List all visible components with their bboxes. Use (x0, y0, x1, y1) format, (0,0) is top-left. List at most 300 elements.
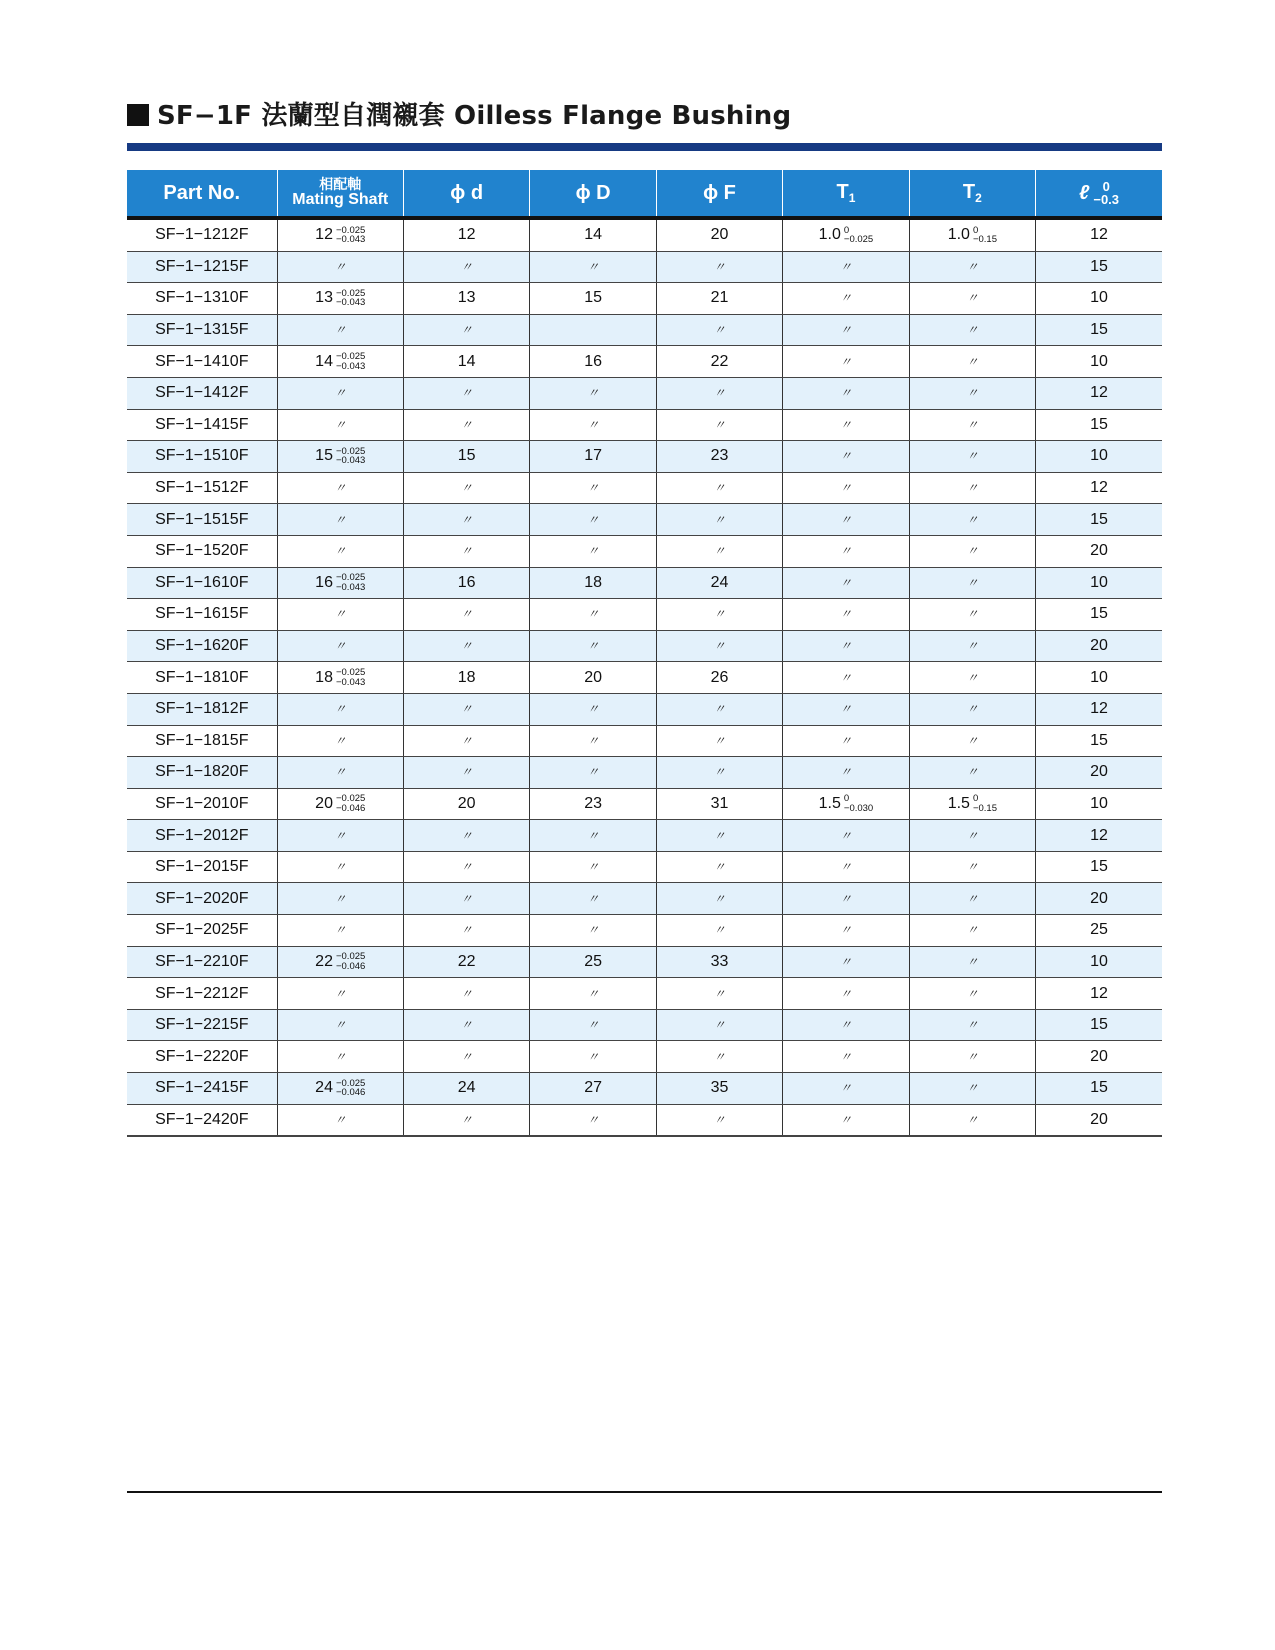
nominal-value: 16 (315, 573, 333, 591)
nominal-value: 1.0 (947, 226, 970, 244)
cell-value: SF−1−1410F (155, 352, 249, 370)
cell-t1 (783, 314, 909, 346)
title-underline-bar (127, 143, 1162, 151)
cell-value: SF−1−2215F (155, 1016, 249, 1034)
ditto-mark: 〃 (460, 512, 473, 527)
cell-value: 31 (710, 794, 729, 812)
table-row (127, 946, 1162, 978)
cell-value: 24 (457, 1079, 476, 1097)
cell-inner-diameter (403, 314, 529, 346)
upper-tolerance: 0 (843, 224, 850, 236)
cell-part-no (127, 693, 277, 725)
cell-inner-diameter (403, 283, 529, 315)
table-row (127, 377, 1162, 409)
cell-value: 20 (584, 668, 602, 686)
cell-t2 (909, 504, 1035, 536)
table-row (127, 1104, 1162, 1136)
cell-inner-diameter (403, 1104, 529, 1136)
cell-value: 25 (1090, 921, 1108, 939)
ditto-mark: 〃 (334, 986, 347, 1001)
ditto-mark: 〃 (334, 1049, 347, 1064)
cell-t2 (909, 409, 1035, 441)
ditto-mark: 〃 (713, 986, 726, 1001)
table-row (127, 283, 1162, 315)
cell-length (1036, 599, 1162, 631)
cell-part-no (127, 504, 277, 536)
ditto-mark: 〃 (713, 607, 726, 622)
cell-flange-diameter (656, 441, 782, 473)
cell-outer-diameter (530, 567, 656, 599)
cell-mating-shaft (277, 218, 403, 251)
cell-inner-diameter (403, 346, 529, 378)
cell-t2 (909, 851, 1035, 883)
upper-tolerance: −0.025 (335, 287, 366, 299)
cell-length (1036, 1104, 1162, 1136)
cell-part-no (127, 788, 277, 820)
cell-length (1036, 915, 1162, 947)
cell-value: SF−1−1510F (155, 447, 249, 465)
cell-length (1036, 851, 1162, 883)
cell-value: 15 (1090, 257, 1108, 275)
table-row (127, 757, 1162, 789)
ditto-mark: 〃 (334, 923, 347, 938)
ditto-mark: 〃 (587, 986, 600, 1001)
nominal-value: 13 (315, 289, 333, 307)
cell-value: 15 (457, 447, 476, 465)
cell-flange-diameter (656, 535, 782, 567)
cell-outer-diameter (530, 409, 656, 441)
header-mating-shaft-en: Mating Shaft (292, 190, 389, 208)
cell-t2 (909, 1041, 1035, 1073)
cell-length (1036, 1041, 1162, 1073)
cell-mating-shaft (277, 1009, 403, 1041)
cell-part-no (127, 630, 277, 662)
cell-value: 12 (1090, 479, 1108, 497)
cell-value: SF−1−1515F (155, 510, 249, 528)
cell-outer-diameter (530, 535, 656, 567)
cell-t2 (909, 883, 1035, 915)
nominal-value: 22 (315, 952, 333, 970)
cell-flange-diameter (656, 883, 782, 915)
cell-value: 20 (1090, 1110, 1108, 1128)
ditto-mark: 〃 (713, 639, 726, 654)
cell-value: SF−1−1610F (155, 573, 249, 591)
cell-mating-shaft (277, 693, 403, 725)
header-length (1036, 170, 1162, 218)
cell-value: SF−1−1415F (155, 415, 249, 433)
cell-inner-diameter (403, 851, 529, 883)
header-flange-diameter: ϕ F (656, 170, 782, 218)
ditto-mark: 〃 (966, 1112, 979, 1127)
ditto-mark: 〃 (966, 449, 979, 464)
cell-value: SF−1−1820F (155, 763, 249, 781)
cell-outer-diameter (530, 314, 656, 346)
cell-flange-diameter (656, 1009, 782, 1041)
cell-flange-diameter (656, 630, 782, 662)
table-row (127, 251, 1162, 283)
cell-flange-diameter (656, 915, 782, 947)
ditto-mark: 〃 (460, 386, 473, 401)
cell-flange-diameter (656, 472, 782, 504)
ditto-mark: 〃 (839, 702, 852, 717)
cell-mating-shaft (277, 283, 403, 315)
cell-t2 (909, 472, 1035, 504)
cell-value: 22 (710, 352, 729, 370)
cell-t1 (783, 441, 909, 473)
cell-value: 17 (584, 447, 602, 465)
table-row (127, 472, 1162, 504)
cell-value: 10 (1090, 668, 1108, 686)
cell-flange-diameter (656, 409, 782, 441)
ditto-mark: 〃 (587, 417, 600, 432)
cell-part-no (127, 883, 277, 915)
cell-length (1036, 820, 1162, 852)
cell-part-no (127, 946, 277, 978)
cell-t1 (783, 377, 909, 409)
cell-t1 (783, 757, 909, 789)
cell-flange-diameter (656, 820, 782, 852)
cell-t2 (909, 1009, 1035, 1041)
cell-t1 (783, 630, 909, 662)
ditto-mark: 〃 (460, 639, 473, 654)
cell-value: SF−1−1512F (155, 479, 249, 497)
ditto-mark: 〃 (334, 481, 347, 496)
ditto-mark: 〃 (839, 512, 852, 527)
cell-outer-diameter (530, 630, 656, 662)
cell-t2 (909, 251, 1035, 283)
table-row (127, 915, 1162, 947)
upper-tolerance: 0 (972, 224, 979, 236)
ditto-mark: 〃 (966, 891, 979, 906)
ditto-mark: 〃 (839, 449, 852, 464)
cell-outer-diameter (530, 1104, 656, 1136)
ditto-mark: 〃 (966, 702, 979, 717)
cell-value: 12 (1090, 226, 1108, 244)
cell-value: 20 (710, 226, 729, 244)
cell-value: 14 (584, 226, 602, 244)
ditto-mark: 〃 (839, 923, 852, 938)
cell-inner-diameter (403, 472, 529, 504)
ditto-mark: 〃 (839, 1049, 852, 1064)
ditto-mark: 〃 (839, 544, 852, 559)
cell-flange-diameter (656, 346, 782, 378)
cell-value: 20 (1090, 763, 1108, 781)
header-mating-shaft (277, 170, 403, 218)
cell-value: 15 (1090, 1016, 1108, 1034)
cell-t2 (909, 441, 1035, 473)
cell-flange-diameter (656, 314, 782, 346)
ditto-mark: 〃 (839, 828, 852, 843)
page-title-text: SF−1F 法蘭型自潤襯套 Oilless Flange Bushing (157, 101, 792, 131)
cell-mating-shaft (277, 377, 403, 409)
cell-flange-diameter (656, 567, 782, 599)
cell-t1 (783, 946, 909, 978)
cell-value: SF−1−1412F (155, 384, 249, 402)
cell-value: 20 (457, 794, 476, 812)
ditto-mark: 〃 (839, 765, 852, 780)
cell-value: 16 (457, 573, 476, 591)
ditto-mark: 〃 (713, 733, 726, 748)
header-mating-shaft-cn: 相配軸 (319, 176, 362, 193)
cell-value: 15 (1090, 858, 1108, 876)
nominal-value: 15 (315, 447, 333, 465)
cell-part-no (127, 757, 277, 789)
cell-t1 (783, 915, 909, 947)
cell-outer-diameter (530, 283, 656, 315)
cell-value: SF−1−1812F (155, 700, 249, 718)
cell-length (1036, 409, 1162, 441)
cell-t2 (909, 915, 1035, 947)
cell-t1 (783, 788, 909, 820)
cell-value: 23 (710, 447, 729, 465)
cell-part-no (127, 472, 277, 504)
cell-mating-shaft (277, 504, 403, 536)
cell-part-no (127, 314, 277, 346)
ditto-mark: 〃 (587, 891, 600, 906)
table-row (127, 693, 1162, 725)
cell-part-no (127, 662, 277, 694)
ditto-mark: 〃 (839, 607, 852, 622)
cell-inner-diameter (403, 693, 529, 725)
cell-value: SF−1−1215F (155, 257, 249, 275)
cell-value: SF−1−2010F (155, 794, 249, 812)
cell-value: 10 (1090, 289, 1108, 307)
ditto-mark: 〃 (839, 575, 852, 590)
ditto-mark: 〃 (713, 765, 726, 780)
cell-value: SF−1−2415F (155, 1079, 249, 1097)
ditto-mark: 〃 (334, 1112, 347, 1127)
cell-value: 10 (1090, 447, 1108, 465)
cell-outer-diameter (530, 1073, 656, 1105)
cell-outer-diameter (530, 883, 656, 915)
cell-value: 33 (710, 952, 729, 970)
cell-mating-shaft (277, 535, 403, 567)
cell-outer-diameter (530, 725, 656, 757)
ditto-mark: 〃 (460, 259, 473, 274)
cell-part-no (127, 599, 277, 631)
cell-t1 (783, 1073, 909, 1105)
ditto-mark: 〃 (334, 1018, 347, 1033)
cell-t2 (909, 978, 1035, 1010)
cell-value: 15 (584, 289, 602, 307)
cell-length (1036, 218, 1162, 251)
ditto-mark: 〃 (460, 860, 473, 875)
cell-t1 (783, 883, 909, 915)
cell-value: SF−1−1520F (155, 542, 249, 560)
ditto-mark: 〃 (587, 733, 600, 748)
ditto-mark: 〃 (966, 607, 979, 622)
table-row (127, 409, 1162, 441)
header-inner-diameter: ϕ d (403, 170, 529, 218)
cell-value: 12 (457, 226, 476, 244)
cell-inner-diameter (403, 978, 529, 1010)
cell-part-no (127, 978, 277, 1010)
cell-outer-diameter (530, 377, 656, 409)
ditto-mark: 〃 (839, 891, 852, 906)
ditto-mark: 〃 (334, 544, 347, 559)
ditto-mark: 〃 (334, 259, 347, 274)
ditto-mark: 〃 (587, 1018, 600, 1033)
cell-flange-diameter (656, 757, 782, 789)
cell-inner-diameter (403, 535, 529, 567)
cell-flange-diameter (656, 693, 782, 725)
lower-tolerance: −0.025 (843, 234, 874, 246)
upper-tolerance: 0 (843, 793, 850, 805)
ditto-mark: 〃 (587, 923, 600, 938)
ditto-mark: 〃 (587, 1112, 600, 1127)
ditto-mark: 〃 (966, 544, 979, 559)
ditto-mark: 〃 (334, 417, 347, 432)
cell-value: SF−1−1212F (155, 226, 249, 244)
ditto-mark: 〃 (587, 828, 600, 843)
table-row (127, 1073, 1162, 1105)
cell-value: 20 (1090, 1047, 1108, 1065)
cell-mating-shaft (277, 915, 403, 947)
cell-value: SF−1−1620F (155, 637, 249, 655)
cell-outer-diameter (530, 820, 656, 852)
cell-inner-diameter (403, 504, 529, 536)
ditto-mark: 〃 (966, 575, 979, 590)
cell-inner-diameter (403, 251, 529, 283)
ditto-mark: 〃 (839, 1081, 852, 1096)
cell-value: 27 (584, 1079, 602, 1097)
ditto-mark: 〃 (839, 259, 852, 274)
table-row (127, 1009, 1162, 1041)
ditto-mark: 〃 (713, 702, 726, 717)
upper-tolerance: −0.025 (335, 1077, 366, 1089)
square-bullet-icon (127, 104, 149, 126)
table-row (127, 1041, 1162, 1073)
header-length-symbol: ℓ (1079, 181, 1090, 204)
ditto-mark: 〃 (713, 860, 726, 875)
ditto-mark: 〃 (966, 828, 979, 843)
cell-value: 10 (1090, 794, 1108, 812)
table-row (127, 441, 1162, 473)
ditto-mark: 〃 (460, 891, 473, 906)
cell-inner-diameter (403, 725, 529, 757)
cell-mating-shaft (277, 567, 403, 599)
cell-part-no (127, 1073, 277, 1105)
ditto-mark: 〃 (587, 544, 600, 559)
cell-outer-diameter (530, 346, 656, 378)
cell-part-no (127, 1041, 277, 1073)
ditto-mark: 〃 (966, 1049, 979, 1064)
ditto-mark: 〃 (966, 1018, 979, 1033)
cell-value: 14 (457, 352, 476, 370)
cell-mating-shaft (277, 725, 403, 757)
cell-outer-diameter (530, 441, 656, 473)
cell-mating-shaft (277, 851, 403, 883)
cell-outer-diameter (530, 1041, 656, 1073)
cell-inner-diameter (403, 820, 529, 852)
cell-value: 21 (710, 289, 729, 307)
lower-tolerance: −0.15 (972, 234, 997, 246)
cell-t1 (783, 535, 909, 567)
ditto-mark: 〃 (460, 1018, 473, 1033)
ditto-mark: 〃 (839, 323, 852, 338)
cell-length (1036, 1009, 1162, 1041)
cell-flange-diameter (656, 1041, 782, 1073)
cell-value: SF−1−2025F (155, 921, 249, 939)
cell-value: 25 (584, 952, 602, 970)
ditto-mark: 〃 (334, 639, 347, 654)
cell-t1 (783, 472, 909, 504)
cell-t2 (909, 218, 1035, 251)
cell-t2 (909, 946, 1035, 978)
cell-outer-diameter (530, 472, 656, 504)
cell-part-no (127, 409, 277, 441)
lower-tolerance: −0.046 (335, 802, 366, 814)
ditto-mark: 〃 (713, 1112, 726, 1127)
ditto-mark: 〃 (460, 323, 473, 338)
cell-length (1036, 757, 1162, 789)
cell-flange-diameter (656, 978, 782, 1010)
header-length-lower-tol: −0.3 (1093, 192, 1120, 207)
cell-length (1036, 377, 1162, 409)
table-header-row (127, 170, 1162, 218)
cell-value: 10 (1090, 952, 1108, 970)
cell-length (1036, 946, 1162, 978)
cell-flange-diameter (656, 1073, 782, 1105)
cell-inner-diameter (403, 1073, 529, 1105)
ditto-mark: 〃 (334, 828, 347, 843)
table-row (127, 599, 1162, 631)
ditto-mark: 〃 (460, 733, 473, 748)
cell-value: SF−1−2210F (155, 952, 249, 970)
cell-t2 (909, 820, 1035, 852)
header-length-upper-tol: 0 (1102, 179, 1110, 194)
table-row (127, 978, 1162, 1010)
cell-mating-shaft (277, 788, 403, 820)
cell-flange-diameter (656, 851, 782, 883)
cell-part-no (127, 535, 277, 567)
header-outer-diameter: ϕ D (530, 170, 656, 218)
cell-t1 (783, 599, 909, 631)
cell-mating-shaft (277, 883, 403, 915)
cell-t2 (909, 377, 1035, 409)
ditto-mark: 〃 (334, 512, 347, 527)
cell-value: 12 (1090, 826, 1108, 844)
cell-mating-shaft (277, 978, 403, 1010)
ditto-mark: 〃 (966, 323, 979, 338)
cell-t2 (909, 662, 1035, 694)
cell-value: 12 (1090, 384, 1108, 402)
ditto-mark: 〃 (460, 923, 473, 938)
cell-inner-diameter (403, 757, 529, 789)
cell-part-no (127, 567, 277, 599)
ditto-mark: 〃 (966, 860, 979, 875)
cell-value: SF−1−2015F (155, 858, 249, 876)
ditto-mark: 〃 (966, 923, 979, 938)
ditto-mark: 〃 (966, 1081, 979, 1096)
ditto-mark: 〃 (460, 986, 473, 1001)
cell-flange-diameter (656, 788, 782, 820)
ditto-mark: 〃 (966, 354, 979, 369)
ditto-mark: 〃 (587, 607, 600, 622)
cell-t1 (783, 346, 909, 378)
lower-tolerance: −0.043 (335, 455, 366, 467)
cell-t1 (783, 409, 909, 441)
ditto-mark: 〃 (839, 670, 852, 685)
lower-tolerance: −0.043 (335, 360, 366, 372)
cell-length (1036, 567, 1162, 599)
nominal-value: 1.0 (818, 226, 841, 244)
cell-part-no (127, 820, 277, 852)
ditto-mark: 〃 (966, 291, 979, 306)
upper-tolerance: −0.025 (335, 793, 366, 805)
cell-length (1036, 251, 1162, 283)
cell-value: 18 (457, 668, 476, 686)
